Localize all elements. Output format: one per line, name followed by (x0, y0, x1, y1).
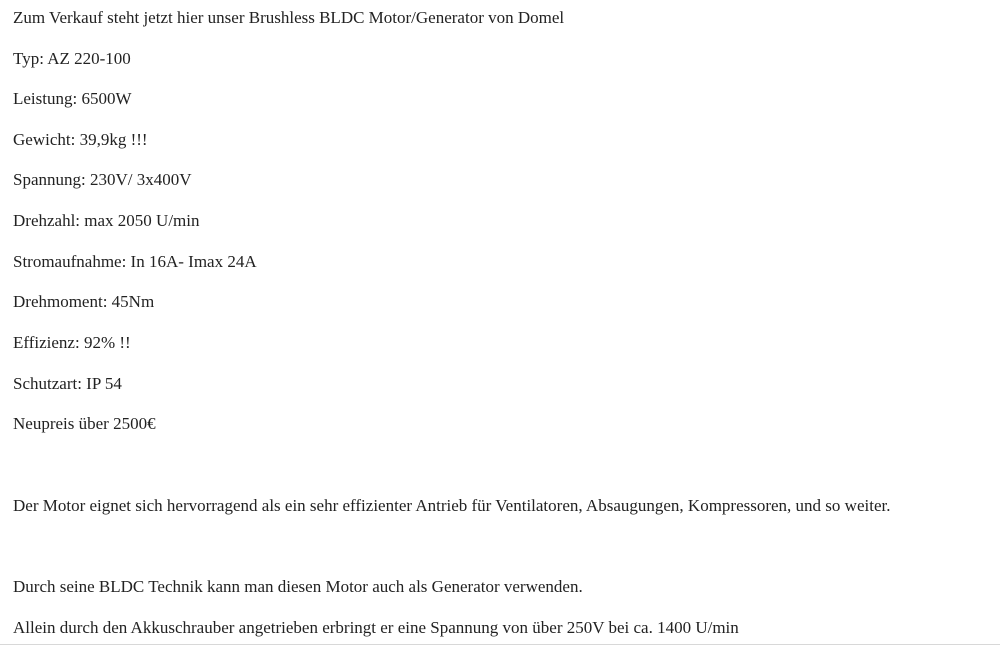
spec-speed: Drehzahl: max 2050 U/min (13, 211, 200, 230)
spec-voltage: Spannung: 230V/ 3x400V (13, 170, 192, 189)
spec-torque: Drehmoment: 45Nm (13, 292, 155, 311)
generator-text-1: Durch seine BLDC Technik kann man diesen Motor auch als Generator verwenden. (13, 577, 583, 596)
spec-protection: Schutzart: IP 54 (13, 374, 122, 393)
spec-type: Typ: AZ 220-100 (13, 49, 131, 68)
spec-current: Stromaufnahme: In 16A- Imax 24A (13, 252, 257, 271)
spec-efficiency: Effizienz: 92% !! (13, 333, 131, 352)
spec-power: Leistung: 6500W (13, 89, 132, 108)
spec-weight: Gewicht: 39,9kg !!! (13, 130, 148, 149)
usage-text: Der Motor eignet sich hervorragend als ein sehr effizienter Antrieb für Ventilatoren, Absaugungen, Kompressoren, und so weiter. (13, 496, 891, 515)
intro-text: Zum Verkauf steht jetzt hier unser Brushless BLDC Motor/Generator von Domel (13, 8, 565, 27)
generator-text-2: Allein durch den Akkuschrauber angetrieben erbringt er eine Spannung von über 250V bei ca. 1400 U/min (13, 618, 739, 637)
spec-new-price: Neupreis über 2500€ (13, 414, 156, 433)
